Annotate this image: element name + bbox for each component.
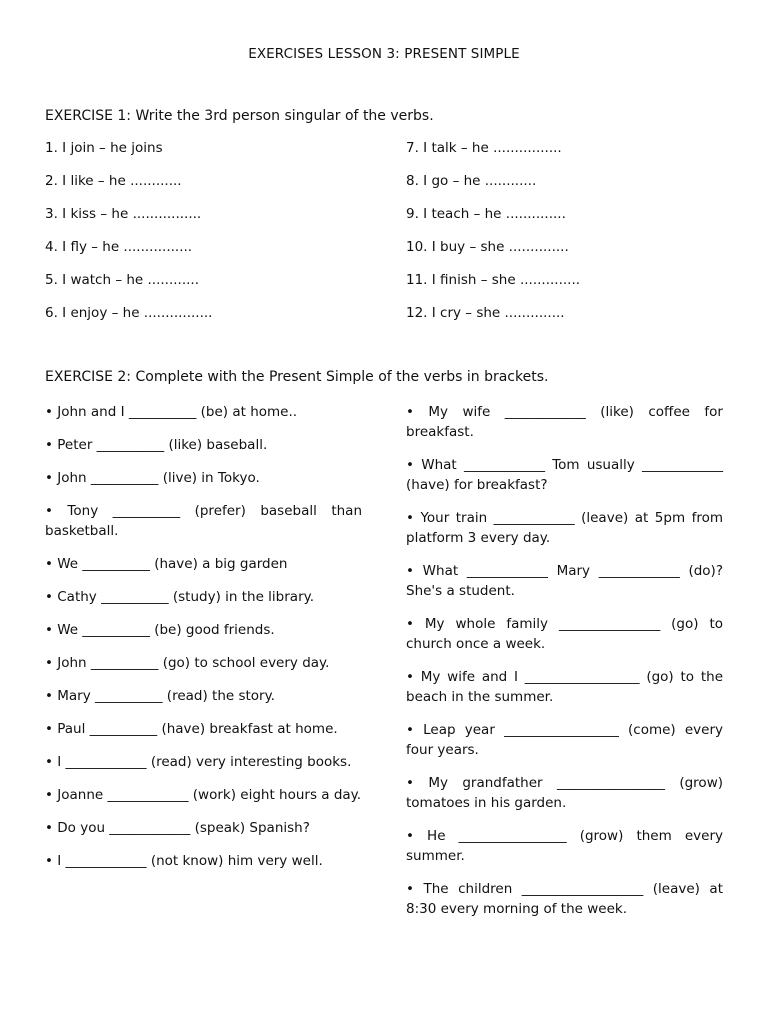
exercise-1-left-column <box>45 140 212 338</box>
exercise-2-item: • Your train ____________ (leave) at 5pm from platform 3 every day. <box>406 510 723 546</box>
exercise-1-item: 12. I cry – she .............. <box>406 305 565 321</box>
exercise-2-item: • John and I __________ (be) at home.. <box>45 404 298 420</box>
exercise-2-item: • We __________ (be) good friends. <box>45 622 275 638</box>
exercise-2-item: • John __________ (live) in Tokyo. <box>45 470 260 486</box>
exercise-1-right-column <box>406 140 580 338</box>
exercise-2-item: • Cathy __________ (study) in the library. <box>45 589 314 605</box>
exercise-2-item: • John __________ (go) to school every day. <box>45 655 330 671</box>
exercise-2-item: • My grandfather ________________ (grow) tomatoes in his garden. <box>406 775 723 811</box>
exercise-2-item: • I ____________ (not know) him very well. <box>45 853 323 869</box>
exercise-1-item: 2. I like – he ............ <box>45 173 182 189</box>
exercise-2-item: • What ____________ Tom usually ____________ (have) for breakfast? <box>406 457 723 493</box>
exercise-2-item: • Tony __________ (prefer) baseball than basketball. <box>45 503 362 539</box>
exercise-1-item: 7. I talk – he ................ <box>406 140 562 156</box>
exercise-2-item: • Mary __________ (read) the story. <box>45 688 275 704</box>
exercise-1-item: 10. I buy – she .............. <box>406 239 569 255</box>
exercise-1-item: 6. I enjoy – he ................ <box>45 305 213 321</box>
exercise-1-item: 8. I go – he ............ <box>406 173 537 189</box>
exercise-1-item: 4. I fly – he ................ <box>45 239 193 255</box>
exercise-2-item: • We __________ (have) a big garden <box>45 556 288 572</box>
exercise-2-heading: EXERCISE 2: Complete with the Present Simple of the verbs in brackets. <box>45 369 549 385</box>
exercise-2-item: • He ________________ (grow) them every summer. <box>406 828 723 864</box>
exercise-2-item: • My wife ____________ (like) coffee for breakfast. <box>406 404 723 440</box>
page-title: EXERCISES LESSON 3: PRESENT SIMPLE <box>248 46 520 62</box>
exercise-2-right-column <box>406 402 723 932</box>
exercise-1-heading: EXERCISE 1: Write the 3rd person singular of the verbs. <box>45 108 434 124</box>
exercise-2-item: • Leap year _________________ (come) every four years. <box>406 722 723 758</box>
exercise-2-item: • My whole family _______________ (go) to church once a week. <box>406 616 723 652</box>
exercise-2-item: • The children __________________ (leave) at 8:30 every morning of the week. <box>406 881 723 917</box>
exercise-1-item: 9. I teach – he .............. <box>406 206 566 222</box>
exercise-2-item: • What ____________ Mary ____________ (do)? She's a student. <box>406 563 723 599</box>
exercise-2-item: • Peter __________ (like) baseball. <box>45 437 268 453</box>
exercise-1-item: 5. I watch – he ............ <box>45 272 200 288</box>
exercise-1-item: 11. I finish – she .............. <box>406 272 581 288</box>
exercise-2-item: • Joanne ____________ (work) eight hours a day. <box>45 787 362 803</box>
exercise-2-item: • I ____________ (read) very interesting books. <box>45 754 352 770</box>
exercise-2-item: • My wife and I _________________ (go) to the beach in the summer. <box>406 669 723 705</box>
exercise-1-item: 3. I kiss – he ................ <box>45 206 202 222</box>
exercise-1-item: 1. I join – he joins <box>45 140 163 156</box>
exercise-2-item: • Do you ____________ (speak) Spanish? <box>45 820 310 836</box>
exercise-2-item: • Paul __________ (have) breakfast at home. <box>45 721 338 737</box>
exercise-2-left-column <box>45 402 362 884</box>
